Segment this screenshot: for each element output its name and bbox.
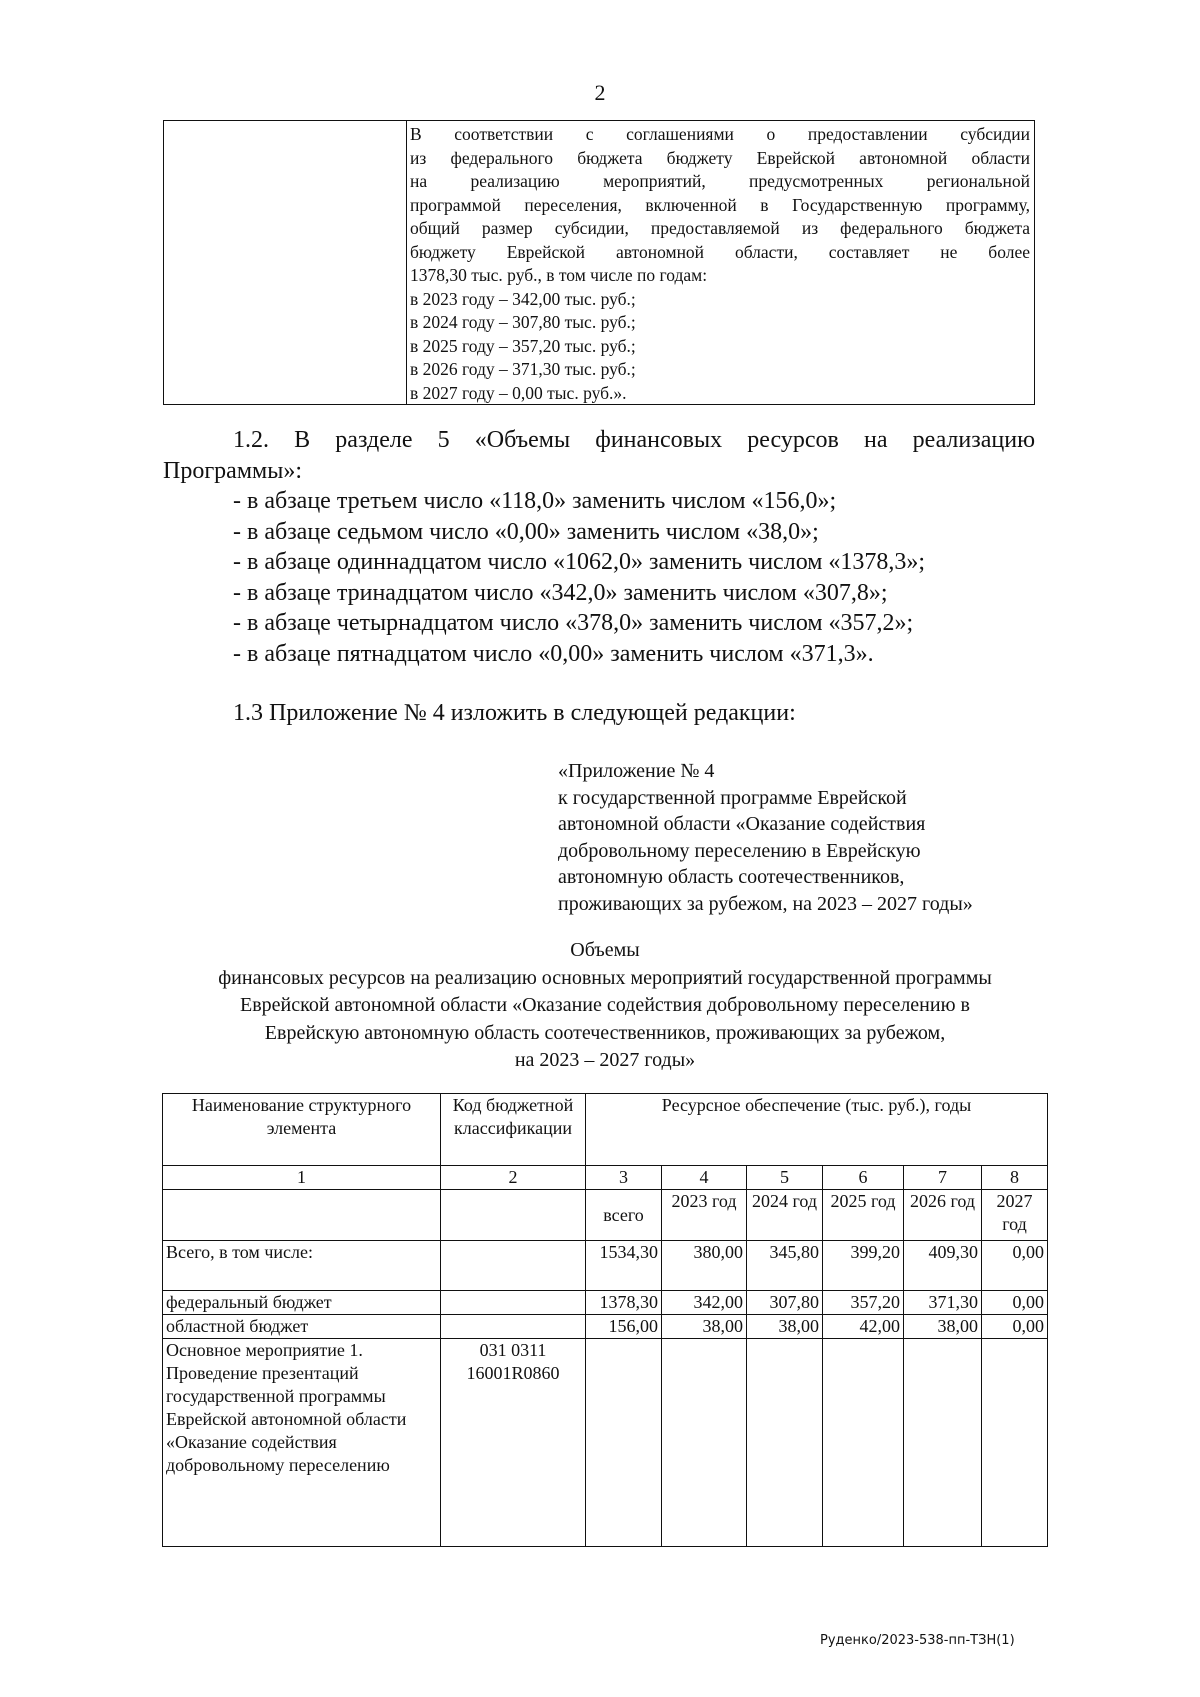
table-row [163,1315,1048,1339]
table-title [130,937,1080,1075]
row-name: Основное мероприятие 1. Проведение презентаций государственной программы Еврейской автономной области «Оказание содействия добровольному переселению [163,1339,441,1547]
row-code [441,1241,586,1291]
appendix-header [558,758,973,917]
title-line: Еврейской автономной области «Оказание содействия добровольному переселению в [240,994,970,1016]
column-number: 2 [441,1166,586,1190]
empty-cell [163,1190,441,1241]
amendment-item: - в абзаце одиннадцатом число «1062,0» заменить числом «1378,3»; [233,549,926,575]
subsidy-text-line: бюджету Еврейской автономной области, составляет не более [410,241,1030,262]
row-value: 357,20 [823,1291,904,1315]
amendment-item: - в абзаце седьмом число «0,00» заменить числом «38,0»; [233,518,819,545]
year-label: всего [586,1190,662,1241]
row-value: 307,80 [747,1291,823,1315]
appendix-line: «Приложение № 4 [558,760,715,782]
row-value [823,1339,904,1547]
column-number: 1 [163,1166,441,1190]
row-value: 342,00 [662,1291,747,1315]
year-label: 2023 год [662,1190,747,1241]
year-label: 2027 год [982,1190,1048,1241]
amendment-item: - в абзаце третьем число «118,0» заменить числом «156,0»; [233,488,837,514]
table-row [163,1241,1048,1291]
section-1-2 [163,425,1035,669]
appendix-line: автономной области «Оказание содействия [558,813,926,835]
appendix-line: добровольному переселению в Еврейскую [558,839,921,862]
subsidy-text-line: в 2027 году – 0,00 тыс. руб.». [410,382,627,403]
amendment-item: - в абзаце тринадцатом число «342,0» заменить числом «307,8»; [233,579,888,606]
row-value [904,1339,982,1547]
year-label: 2024 год [747,1190,823,1241]
row-value: 345,80 [747,1241,823,1291]
year-label: 2025 год [823,1190,904,1241]
subsidy-text-cell [410,123,1030,405]
column-number: 8 [982,1166,1048,1190]
row-value: 0,00 [982,1291,1048,1315]
row-code [441,1315,586,1339]
row-value: 0,00 [982,1241,1048,1291]
appendix-line: проживающих за рубежом, на 2023 – 2027 годы» [558,892,973,915]
row-value: 42,00 [823,1315,904,1339]
subsidy-table [163,120,1035,405]
row-value: 399,20 [823,1241,904,1291]
row-value: 1534,30 [586,1241,662,1291]
page-number: 2 [594,80,606,105]
column-number: 6 [823,1166,904,1190]
empty-cell [441,1190,586,1241]
row-value: 380,00 [662,1241,747,1291]
row-value: 371,30 [904,1291,982,1315]
subsidy-text-line: программой переселения, включенной в Государственную программу, [410,194,1030,215]
table-row [163,1339,1048,1547]
column-number: 4 [662,1166,747,1190]
row-value [982,1339,1048,1547]
subsidy-text-line: В соответствии с соглашениями о предоставлении субсидии [410,124,1030,144]
row-value: 0,00 [982,1315,1048,1339]
section-1-2-list [163,486,1035,669]
subsidy-text-line: в 2023 году – 342,00 тыс. руб.; [410,288,636,309]
subsidy-text-line: в 2026 году – 371,30 тыс. руб.; [410,359,636,379]
row-value: 38,00 [904,1315,982,1339]
document-footer-id: Руденко/2023-538-пп-ТЗН(1) [820,1633,1015,1648]
section-1-2-heading: 1.2. В разделе 5 «Объемы финансовых ресурсов на реализацию [233,427,1035,453]
budget-table [162,1093,1048,1547]
row-name: областной бюджет [163,1315,441,1339]
appendix-line: к государственной программе Еврейской [558,786,907,809]
row-value [747,1339,823,1547]
amendment-item: - в абзаце пятнадцатом число «0,00» заменить числом «371,3». [233,640,874,667]
row-name: федеральный бюджет [163,1291,441,1315]
title-line: Объемы [570,939,640,961]
subsidy-text-line: в 2025 году – 357,20 тыс. руб.; [410,335,636,356]
table-row [163,1291,1048,1315]
header-resources: Ресурсное обеспечение (тыс. руб.), годы [586,1094,1048,1166]
row-value: 38,00 [747,1315,823,1339]
section-1-3 [163,698,1035,729]
subsidy-text-line: на реализацию мероприятий, предусмотренных региональной [410,171,1030,191]
header-name: Наименование структурного элемента [163,1094,441,1166]
row-name: Всего, в том числе: [163,1241,441,1291]
subsidy-table-empty-cell [164,121,407,404]
year-label: 2026 год [904,1190,982,1241]
appendix-line: автономную область соотечественников, [558,866,905,888]
row-value: 1378,30 [586,1291,662,1315]
row-code [441,1291,586,1315]
row-code: 031 0311 16001R0860 [441,1339,586,1547]
row-value: 38,00 [662,1315,747,1339]
column-number: 5 [747,1166,823,1190]
column-number: 7 [904,1166,982,1190]
subsidy-text-line: из федерального бюджета бюджету Еврейской автономной области [410,147,1030,168]
section-1-3-text: 1.3 Приложение № 4 изложить в следующей редакции: [233,700,796,726]
title-line: на 2023 – 2027 годы» [514,1049,696,1071]
row-value: 409,30 [904,1241,982,1291]
title-line: Еврейскую автономную область соотечественников, проживающих за рубежом, [264,1021,946,1044]
row-value [586,1339,662,1547]
amendment-item: - в абзаце четырнадцатом число «378,0» заменить числом «357,2»; [233,610,914,636]
section-1-2-heading-cont: Программы»: [163,457,302,484]
subsidy-text-line: в 2024 году – 307,80 тыс. руб.; [410,312,636,332]
subsidy-text-line: 1378,30 тыс. руб., в том числе по годам: [410,265,708,285]
row-value [662,1339,747,1547]
header-code: Код бюджетной классификации [441,1094,586,1166]
column-number: 3 [586,1166,662,1190]
subsidy-text-line: общий размер субсидии, предоставляемой из федерального бюджета [410,218,1030,238]
title-line: финансовых ресурсов на реализацию основных мероприятий государственной программы [218,966,992,989]
row-value: 156,00 [586,1315,662,1339]
